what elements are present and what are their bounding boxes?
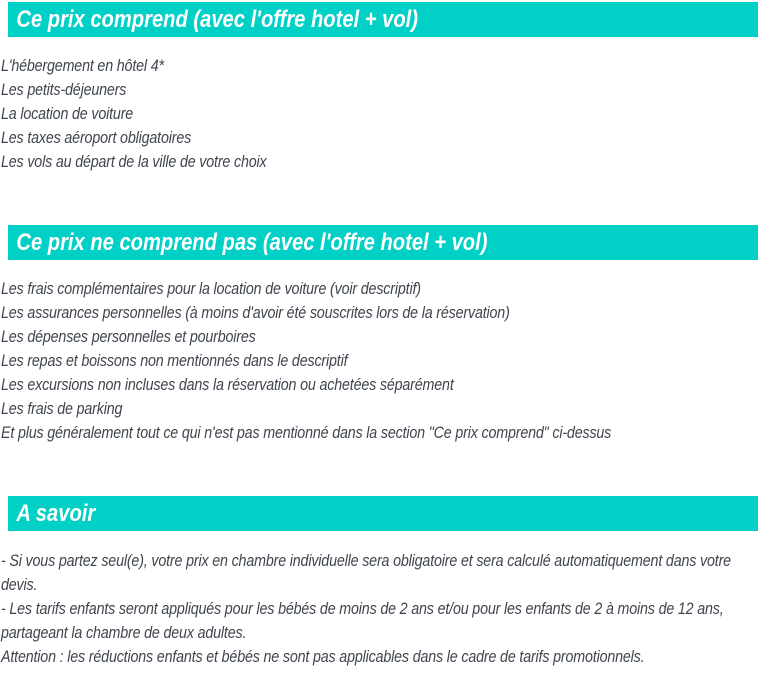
section-header-price-includes — [8, 2, 758, 37]
section-body-price-excludes — [0, 260, 758, 445]
list-item: Les repas et boissons non mentionnés dans le descriptif — [1, 351, 348, 370]
list-item: L'hébergement en hôtel 4* — [1, 56, 164, 75]
list-item: Les assurances personnelles (à moins d'avoir été souscrites lors de la réservation) — [1, 303, 510, 322]
section-price-includes — [0, 2, 758, 174]
note-paragraph: - Si vous partez seul(e), votre prix en chambre individuelle sera obligatoire et sera calculé automatiquement dans votre devis. — [1, 551, 731, 594]
section-header-good-to-know — [8, 496, 758, 531]
section-title: A savoir — [16, 499, 96, 527]
section-body-good-to-know — [0, 531, 758, 669]
section-title: Ce prix comprend (avec l'offre hotel + vol) — [16, 5, 418, 33]
list-item: Les petits-déjeuners — [1, 80, 127, 99]
list-item: Les frais complémentaires pour la location de voiture (voir descriptif) — [1, 279, 421, 298]
list-item: Les taxes aéroport obligatoires — [1, 128, 192, 147]
section-good-to-know — [0, 496, 758, 669]
list-item: Les vols au départ de la ville de votre choix — [1, 152, 267, 171]
section-body-price-includes — [0, 37, 758, 174]
list-item: Les dépenses personnelles et pourboires — [1, 327, 256, 346]
list-item: Les excursions non incluses dans la réservation ou achetées séparément — [1, 375, 454, 394]
section-price-excludes — [0, 225, 758, 445]
list-item: Et plus généralement tout ce qui n'est pas mentionné dans la section "Ce prix comprend" ci-dessus — [1, 423, 612, 442]
note-paragraph: Attention : les réductions enfants et bébés ne sont pas applicables dans le cadre de tarifs promotionnels. — [1, 647, 645, 666]
section-title: Ce prix ne comprend pas (avec l'offre hotel + vol) — [16, 228, 488, 256]
price-info-page — [0, 2, 758, 685]
note-paragraph: - Les tarifs enfants seront appliqués pour les bébés de moins de 2 ans et/ou pour les enfants de 2 à moins de 12 ans, partageant la chambre de deux adultes. — [1, 599, 724, 642]
section-header-price-excludes — [8, 225, 758, 260]
list-item: Les frais de parking — [1, 399, 123, 418]
list-item: La location de voiture — [1, 104, 134, 123]
